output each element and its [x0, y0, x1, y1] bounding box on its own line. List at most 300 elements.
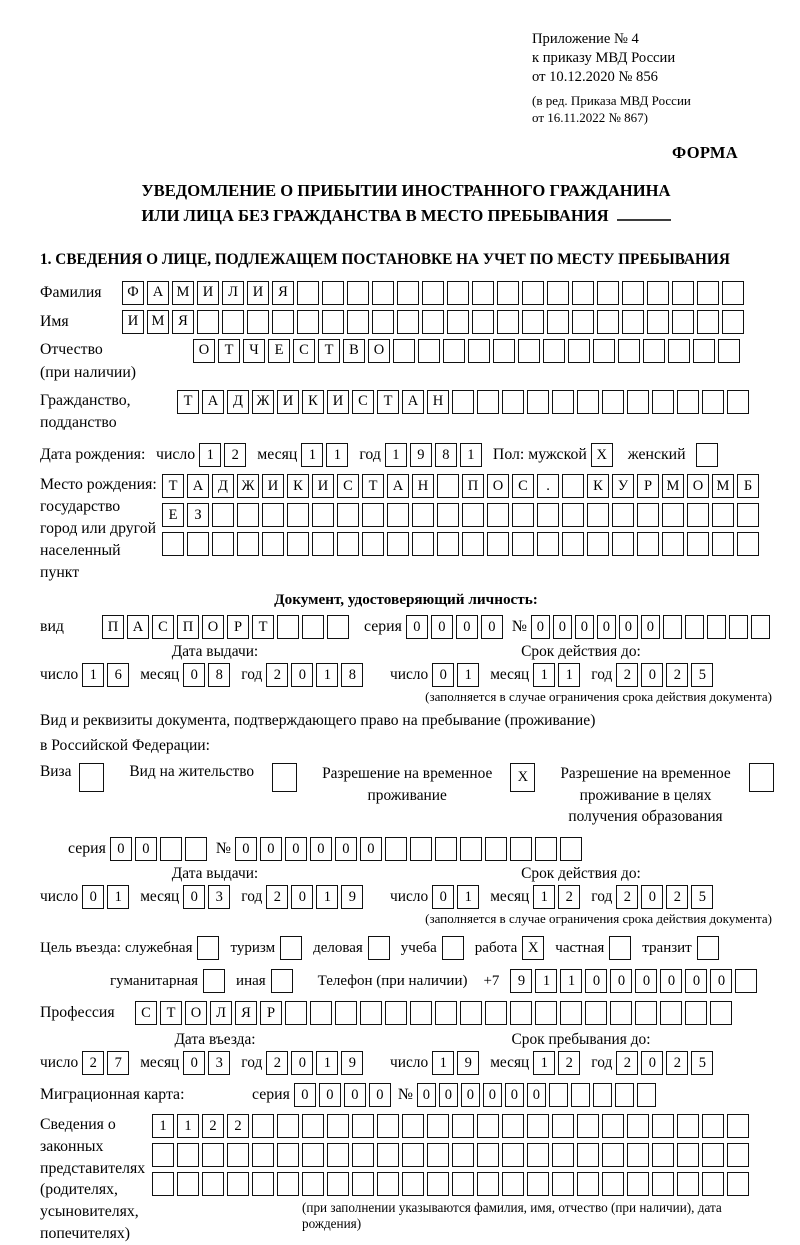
- form-cell[interactable]: А: [387, 474, 409, 498]
- form-cell[interactable]: [472, 310, 494, 334]
- form-cell[interactable]: М: [172, 281, 194, 305]
- form-cell[interactable]: [560, 837, 582, 861]
- form-cell[interactable]: [622, 310, 644, 334]
- form-cell[interactable]: И: [312, 474, 334, 498]
- form-cell[interactable]: [602, 1143, 624, 1167]
- form-cell[interactable]: О: [185, 1001, 207, 1025]
- form-cell[interactable]: С: [152, 615, 174, 639]
- form-cell[interactable]: [222, 310, 244, 334]
- form-cell[interactable]: 1: [82, 663, 104, 687]
- form-cell[interactable]: 2: [666, 1051, 688, 1075]
- form-cell[interactable]: 0: [360, 837, 382, 861]
- form-cell[interactable]: 0: [406, 615, 428, 639]
- form-cell[interactable]: Т: [218, 339, 240, 363]
- form-cell[interactable]: [647, 281, 669, 305]
- form-cell[interactable]: Я: [172, 310, 194, 334]
- form-cell[interactable]: [663, 615, 682, 639]
- form-cell[interactable]: [710, 1001, 732, 1025]
- form-cell[interactable]: [751, 615, 770, 639]
- form-cell[interactable]: [727, 1172, 749, 1196]
- form-cell[interactable]: [702, 1143, 724, 1167]
- form-cell[interactable]: 0: [710, 969, 732, 993]
- form-cell[interactable]: [535, 1001, 557, 1025]
- form-cell[interactable]: [272, 310, 294, 334]
- form-cell[interactable]: [372, 310, 394, 334]
- form-cell[interactable]: [435, 837, 457, 861]
- form-cell[interactable]: [737, 503, 759, 527]
- form-cell[interactable]: [262, 532, 284, 556]
- form-cell[interactable]: 1: [535, 969, 557, 993]
- form-cell[interactable]: [387, 532, 409, 556]
- form-cell[interactable]: [677, 1143, 699, 1167]
- form-cell[interactable]: О: [368, 339, 390, 363]
- form-cell[interactable]: [577, 1143, 599, 1167]
- form-cell[interactable]: С: [512, 474, 534, 498]
- form-cell[interactable]: 2: [266, 1051, 288, 1075]
- form-cell[interactable]: [422, 281, 444, 305]
- form-cell[interactable]: [612, 532, 634, 556]
- form-cell[interactable]: [485, 837, 507, 861]
- form-cell[interactable]: Т: [177, 390, 199, 414]
- form-cell[interactable]: [652, 1172, 674, 1196]
- form-cell[interactable]: 8: [435, 443, 457, 467]
- form-cell[interactable]: [203, 969, 225, 993]
- form-cell[interactable]: С: [135, 1001, 157, 1025]
- form-cell[interactable]: [502, 1143, 524, 1167]
- form-cell[interactable]: Е: [268, 339, 290, 363]
- form-cell[interactable]: 0: [685, 969, 707, 993]
- form-cell[interactable]: 0: [439, 1083, 458, 1107]
- form-cell[interactable]: 0: [660, 969, 682, 993]
- form-cell[interactable]: [487, 503, 509, 527]
- form-cell[interactable]: З: [187, 503, 209, 527]
- form-cell[interactable]: [627, 1172, 649, 1196]
- form-cell[interactable]: [749, 763, 774, 792]
- form-cell[interactable]: [668, 339, 690, 363]
- form-cell[interactable]: [477, 1114, 499, 1138]
- form-cell[interactable]: [502, 390, 524, 414]
- form-cell[interactable]: [427, 1114, 449, 1138]
- form-cell[interactable]: Л: [222, 281, 244, 305]
- form-cell[interactable]: [468, 339, 490, 363]
- form-cell[interactable]: [372, 281, 394, 305]
- form-cell[interactable]: [262, 503, 284, 527]
- form-cell[interactable]: [462, 503, 484, 527]
- form-cell[interactable]: Т: [318, 339, 340, 363]
- form-cell[interactable]: [227, 1143, 249, 1167]
- form-cell[interactable]: [712, 532, 734, 556]
- form-cell[interactable]: [593, 1083, 612, 1107]
- form-cell[interactable]: [202, 1172, 224, 1196]
- form-cell[interactable]: [512, 532, 534, 556]
- form-cell[interactable]: [402, 1143, 424, 1167]
- form-cell[interactable]: [615, 1083, 634, 1107]
- form-cell[interactable]: Ж: [252, 390, 274, 414]
- form-cell[interactable]: [352, 1143, 374, 1167]
- form-cell[interactable]: [552, 1143, 574, 1167]
- form-cell[interactable]: 0: [456, 615, 478, 639]
- form-cell[interactable]: [571, 1083, 590, 1107]
- form-cell[interactable]: [187, 532, 209, 556]
- form-cell[interactable]: 9: [341, 885, 363, 909]
- form-cell[interactable]: [722, 310, 744, 334]
- form-cell[interactable]: [287, 532, 309, 556]
- form-cell[interactable]: [662, 503, 684, 527]
- form-cell[interactable]: [677, 1172, 699, 1196]
- form-cell[interactable]: [212, 503, 234, 527]
- form-cell[interactable]: [652, 390, 674, 414]
- form-cell[interactable]: [487, 532, 509, 556]
- form-cell[interactable]: 0: [481, 615, 503, 639]
- form-cell[interactable]: 0: [319, 1083, 341, 1107]
- form-cell[interactable]: [377, 1172, 399, 1196]
- form-cell[interactable]: [185, 837, 207, 861]
- form-cell[interactable]: М: [662, 474, 684, 498]
- form-cell[interactable]: [562, 474, 584, 498]
- form-cell[interactable]: [527, 1143, 549, 1167]
- form-cell[interactable]: [702, 1172, 724, 1196]
- form-cell[interactable]: 0: [619, 615, 638, 639]
- form-cell[interactable]: [160, 837, 182, 861]
- form-cell[interactable]: [393, 339, 415, 363]
- form-cell[interactable]: [252, 1172, 274, 1196]
- form-cell[interactable]: [577, 1172, 599, 1196]
- form-cell[interactable]: [593, 339, 615, 363]
- form-cell[interactable]: [602, 390, 624, 414]
- form-cell[interactable]: 0: [335, 837, 357, 861]
- form-cell[interactable]: X: [510, 763, 535, 792]
- form-cell[interactable]: [277, 615, 299, 639]
- form-cell[interactable]: И: [262, 474, 284, 498]
- form-cell[interactable]: [510, 837, 532, 861]
- form-cell[interactable]: Ж: [237, 474, 259, 498]
- form-cell[interactable]: [552, 390, 574, 414]
- form-cell[interactable]: [568, 339, 590, 363]
- form-cell[interactable]: П: [462, 474, 484, 498]
- form-cell[interactable]: [577, 390, 599, 414]
- form-cell[interactable]: 1: [316, 1051, 338, 1075]
- form-cell[interactable]: С: [352, 390, 374, 414]
- form-cell[interactable]: [635, 1001, 657, 1025]
- form-cell[interactable]: О: [202, 615, 224, 639]
- form-cell[interactable]: 0: [553, 615, 572, 639]
- form-cell[interactable]: [562, 503, 584, 527]
- form-cell[interactable]: [572, 310, 594, 334]
- form-cell[interactable]: [697, 310, 719, 334]
- form-cell[interactable]: [177, 1172, 199, 1196]
- form-cell[interactable]: [587, 532, 609, 556]
- form-cell[interactable]: [472, 281, 494, 305]
- form-cell[interactable]: [685, 1001, 707, 1025]
- form-cell[interactable]: [687, 532, 709, 556]
- form-cell[interactable]: 0: [369, 1083, 391, 1107]
- form-cell[interactable]: 1: [107, 885, 129, 909]
- form-cell[interactable]: 2: [202, 1114, 224, 1138]
- form-cell[interactable]: Т: [362, 474, 384, 498]
- form-cell[interactable]: 0: [432, 885, 454, 909]
- form-cell[interactable]: [502, 1114, 524, 1138]
- form-cell[interactable]: 0: [135, 837, 157, 861]
- form-cell[interactable]: [518, 339, 540, 363]
- form-cell[interactable]: [327, 1143, 349, 1167]
- form-cell[interactable]: 0: [291, 1051, 313, 1075]
- form-cell[interactable]: [502, 1172, 524, 1196]
- form-cell[interactable]: [347, 310, 369, 334]
- form-cell[interactable]: [302, 1172, 324, 1196]
- form-cell[interactable]: 0: [641, 885, 663, 909]
- form-cell[interactable]: [410, 837, 432, 861]
- form-cell[interactable]: [437, 503, 459, 527]
- form-cell[interactable]: 2: [616, 885, 638, 909]
- form-cell[interactable]: 3: [208, 885, 230, 909]
- form-cell[interactable]: [610, 1001, 632, 1025]
- form-cell[interactable]: [627, 1114, 649, 1138]
- form-cell[interactable]: [452, 390, 474, 414]
- form-cell[interactable]: 0: [294, 1083, 316, 1107]
- form-cell[interactable]: [637, 532, 659, 556]
- form-cell[interactable]: 0: [641, 663, 663, 687]
- form-cell[interactable]: [385, 837, 407, 861]
- form-cell[interactable]: 1: [457, 663, 479, 687]
- form-cell[interactable]: 1: [457, 885, 479, 909]
- form-cell[interactable]: [427, 1143, 449, 1167]
- form-cell[interactable]: [522, 310, 544, 334]
- form-cell[interactable]: [547, 281, 569, 305]
- form-cell[interactable]: [197, 310, 219, 334]
- form-cell[interactable]: 0: [641, 1051, 663, 1075]
- form-cell[interactable]: Д: [227, 390, 249, 414]
- form-cell[interactable]: [397, 310, 419, 334]
- form-cell[interactable]: [352, 1172, 374, 1196]
- form-cell[interactable]: [652, 1143, 674, 1167]
- form-cell[interactable]: [637, 503, 659, 527]
- form-cell[interactable]: 1: [460, 443, 482, 467]
- form-cell[interactable]: [597, 281, 619, 305]
- form-cell[interactable]: 9: [410, 443, 432, 467]
- form-cell[interactable]: X: [591, 443, 613, 467]
- form-cell[interactable]: [693, 339, 715, 363]
- form-cell[interactable]: 1: [326, 443, 348, 467]
- form-cell[interactable]: Л: [210, 1001, 232, 1025]
- form-cell[interactable]: 2: [266, 663, 288, 687]
- form-cell[interactable]: 5: [691, 885, 713, 909]
- form-cell[interactable]: 2: [227, 1114, 249, 1138]
- form-cell[interactable]: 2: [558, 1051, 580, 1075]
- form-cell[interactable]: 0: [344, 1083, 366, 1107]
- form-cell[interactable]: [452, 1172, 474, 1196]
- form-cell[interactable]: [302, 615, 324, 639]
- form-cell[interactable]: 2: [266, 885, 288, 909]
- form-cell[interactable]: 2: [666, 663, 688, 687]
- form-cell[interactable]: И: [277, 390, 299, 414]
- form-cell[interactable]: [447, 310, 469, 334]
- form-cell[interactable]: 0: [641, 615, 660, 639]
- form-cell[interactable]: [152, 1143, 174, 1167]
- form-cell[interactable]: 0: [260, 837, 282, 861]
- form-cell[interactable]: [422, 310, 444, 334]
- form-cell[interactable]: Н: [412, 474, 434, 498]
- form-cell[interactable]: [643, 339, 665, 363]
- form-cell[interactable]: [397, 281, 419, 305]
- form-cell[interactable]: 0: [183, 663, 205, 687]
- form-cell[interactable]: И: [327, 390, 349, 414]
- form-cell[interactable]: [312, 503, 334, 527]
- form-cell[interactable]: [477, 390, 499, 414]
- form-cell[interactable]: [362, 532, 384, 556]
- form-cell[interactable]: [462, 532, 484, 556]
- form-cell[interactable]: [672, 281, 694, 305]
- form-cell[interactable]: К: [587, 474, 609, 498]
- form-cell[interactable]: 7: [107, 1051, 129, 1075]
- form-cell[interactable]: Р: [260, 1001, 282, 1025]
- form-cell[interactable]: Б: [737, 474, 759, 498]
- form-cell[interactable]: 1: [316, 663, 338, 687]
- form-cell[interactable]: [327, 1172, 349, 1196]
- form-cell[interactable]: 1: [316, 885, 338, 909]
- form-cell[interactable]: [452, 1114, 474, 1138]
- form-cell[interactable]: 1: [385, 443, 407, 467]
- form-cell[interactable]: [377, 1114, 399, 1138]
- form-cell[interactable]: 5: [691, 663, 713, 687]
- form-cell[interactable]: [347, 281, 369, 305]
- form-cell[interactable]: И: [247, 281, 269, 305]
- form-cell[interactable]: 5: [691, 1051, 713, 1075]
- form-cell[interactable]: [727, 1143, 749, 1167]
- form-cell[interactable]: 0: [610, 969, 632, 993]
- form-cell[interactable]: [712, 503, 734, 527]
- form-cell[interactable]: 0: [432, 663, 454, 687]
- form-cell[interactable]: [460, 1001, 482, 1025]
- form-cell[interactable]: [327, 1114, 349, 1138]
- form-cell[interactable]: О: [193, 339, 215, 363]
- form-cell[interactable]: [718, 339, 740, 363]
- form-cell[interactable]: 2: [616, 663, 638, 687]
- form-cell[interactable]: [79, 763, 104, 792]
- form-cell[interactable]: [177, 1143, 199, 1167]
- form-cell[interactable]: 3: [208, 1051, 230, 1075]
- form-cell[interactable]: [387, 503, 409, 527]
- form-cell[interactable]: [672, 310, 694, 334]
- form-cell[interactable]: [696, 443, 718, 467]
- form-cell[interactable]: [477, 1172, 499, 1196]
- form-cell[interactable]: 0: [527, 1083, 546, 1107]
- form-cell[interactable]: [247, 310, 269, 334]
- form-cell[interactable]: 2: [616, 1051, 638, 1075]
- form-cell[interactable]: А: [187, 474, 209, 498]
- form-cell[interactable]: 0: [310, 837, 332, 861]
- form-cell[interactable]: [737, 532, 759, 556]
- form-cell[interactable]: [322, 310, 344, 334]
- form-cell[interactable]: 2: [224, 443, 246, 467]
- form-cell[interactable]: [437, 474, 459, 498]
- form-cell[interactable]: А: [127, 615, 149, 639]
- form-cell[interactable]: [602, 1172, 624, 1196]
- form-cell[interactable]: [310, 1001, 332, 1025]
- form-cell[interactable]: [477, 1143, 499, 1167]
- form-cell[interactable]: [362, 503, 384, 527]
- form-cell[interactable]: П: [102, 615, 124, 639]
- form-cell[interactable]: [297, 281, 319, 305]
- form-cell[interactable]: [685, 615, 704, 639]
- form-cell[interactable]: Т: [252, 615, 274, 639]
- form-cell[interactable]: М: [147, 310, 169, 334]
- form-cell[interactable]: [285, 1001, 307, 1025]
- form-cell[interactable]: К: [302, 390, 324, 414]
- form-cell[interactable]: [302, 1114, 324, 1138]
- form-cell[interactable]: [727, 1114, 749, 1138]
- form-cell[interactable]: В: [343, 339, 365, 363]
- form-cell[interactable]: [622, 281, 644, 305]
- form-cell[interactable]: О: [687, 474, 709, 498]
- form-cell[interactable]: 0: [110, 837, 132, 861]
- form-cell[interactable]: 0: [291, 663, 313, 687]
- form-cell[interactable]: [727, 390, 749, 414]
- form-cell[interactable]: 0: [82, 885, 104, 909]
- form-cell[interactable]: 1: [533, 885, 555, 909]
- form-cell[interactable]: [162, 532, 184, 556]
- form-cell[interactable]: [277, 1143, 299, 1167]
- form-cell[interactable]: 1: [301, 443, 323, 467]
- form-cell[interactable]: [577, 1114, 599, 1138]
- form-cell[interactable]: Я: [235, 1001, 257, 1025]
- form-cell[interactable]: [627, 390, 649, 414]
- form-cell[interactable]: 2: [558, 885, 580, 909]
- form-cell[interactable]: С: [337, 474, 359, 498]
- form-cell[interactable]: 0: [235, 837, 257, 861]
- form-cell[interactable]: [527, 390, 549, 414]
- form-cell[interactable]: [687, 503, 709, 527]
- form-cell[interactable]: [272, 763, 297, 792]
- form-cell[interactable]: [493, 339, 515, 363]
- form-cell[interactable]: 0: [585, 969, 607, 993]
- form-cell[interactable]: [280, 936, 302, 960]
- form-cell[interactable]: [237, 532, 259, 556]
- form-cell[interactable]: [660, 1001, 682, 1025]
- form-cell[interactable]: [327, 615, 349, 639]
- form-cell[interactable]: [277, 1114, 299, 1138]
- form-cell[interactable]: Д: [212, 474, 234, 498]
- form-cell[interactable]: Е: [162, 503, 184, 527]
- form-cell[interactable]: [697, 281, 719, 305]
- form-cell[interactable]: 0: [183, 885, 205, 909]
- form-cell[interactable]: [609, 936, 631, 960]
- form-cell[interactable]: [510, 1001, 532, 1025]
- form-cell[interactable]: Р: [637, 474, 659, 498]
- form-cell[interactable]: Р: [227, 615, 249, 639]
- form-cell[interactable]: 1: [560, 969, 582, 993]
- form-cell[interactable]: А: [402, 390, 424, 414]
- form-cell[interactable]: [442, 936, 464, 960]
- form-cell[interactable]: [152, 1172, 174, 1196]
- form-cell[interactable]: [337, 503, 359, 527]
- form-cell[interactable]: [735, 969, 757, 993]
- form-cell[interactable]: [447, 281, 469, 305]
- form-cell[interactable]: [637, 1083, 656, 1107]
- form-cell[interactable]: Н: [427, 390, 449, 414]
- form-cell[interactable]: [707, 615, 726, 639]
- form-cell[interactable]: [297, 310, 319, 334]
- form-cell[interactable]: [722, 281, 744, 305]
- form-cell[interactable]: .: [537, 474, 559, 498]
- form-cell[interactable]: [360, 1001, 382, 1025]
- form-cell[interactable]: [352, 1114, 374, 1138]
- form-cell[interactable]: [368, 936, 390, 960]
- form-cell[interactable]: X: [522, 936, 544, 960]
- form-cell[interactable]: [287, 503, 309, 527]
- form-cell[interactable]: [277, 1172, 299, 1196]
- form-cell[interactable]: [527, 1172, 549, 1196]
- form-cell[interactable]: Т: [162, 474, 184, 498]
